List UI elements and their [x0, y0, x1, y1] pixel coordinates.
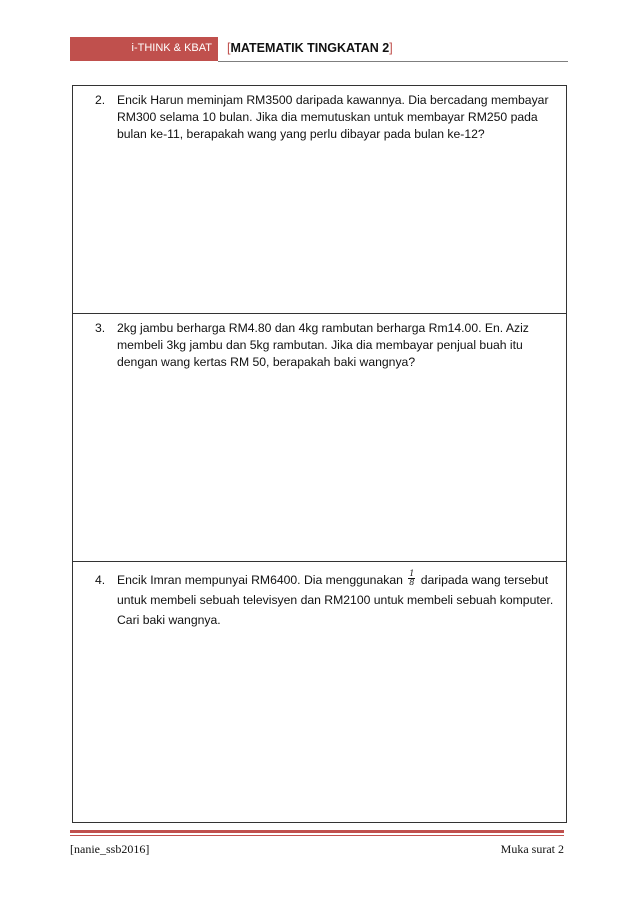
header-tag: i-THINK & KBAT — [131, 42, 212, 54]
question-box-3 — [72, 313, 567, 562]
footer-rule-thin — [70, 835, 564, 836]
question-2 — [95, 92, 560, 143]
footer-rule-thick — [70, 830, 564, 833]
header-title-text: MATEMATIK TINGKATAN 2 — [230, 41, 390, 55]
question-3 — [95, 320, 560, 371]
question-number: 3. — [95, 321, 106, 335]
header-tag-band — [70, 37, 218, 61]
fraction-numerator: 1 — [409, 569, 415, 579]
fraction-denominator: 8 — [409, 578, 415, 588]
question-text-after: daripada wang tersebut untuk membeli sebuah televisyen dan RM2100 untuk membeli sebuah komputer. Cari baki wangnya. — [117, 573, 554, 627]
header-bracket-open: [ — [227, 41, 231, 55]
question-4 — [95, 570, 560, 630]
fraction — [408, 570, 415, 587]
footer-author: [nanie_ssb2016] — [70, 842, 150, 856]
question-text: Encik Harun meminjam RM3500 daripada kawannya. Dia bercadang membayar RM300 selama 10 bulan. Jika dia memutuskan untuk membayar RM250 pada bulan ke-11, berapakah wang yang perlu dibayar pada bulan ke-12? — [117, 93, 549, 141]
header-rule — [218, 61, 568, 62]
question-number: 4. — [95, 573, 106, 587]
question-box-4 — [72, 561, 567, 823]
page-header-title — [227, 41, 393, 55]
question-text: 2kg jambu berharga RM4.80 dan 4kg rambutan berharga Rm14.00. En. Aziz membeli 3kg jambu dan 5kg rambutan. Jika dia membayar penjual buah itu dengan wang kertas RM 50, berapakah baki wangnya? — [117, 321, 529, 369]
question-text-before: Encik Imran mempunyai RM6400. Dia menggunakan — [117, 573, 403, 587]
footer-page-number: Muka surat 2 — [500, 842, 564, 856]
question-box-2 — [72, 85, 567, 314]
question-text — [117, 570, 560, 630]
header-bracket-close: ] — [389, 41, 393, 55]
question-number: 2. — [95, 93, 106, 107]
